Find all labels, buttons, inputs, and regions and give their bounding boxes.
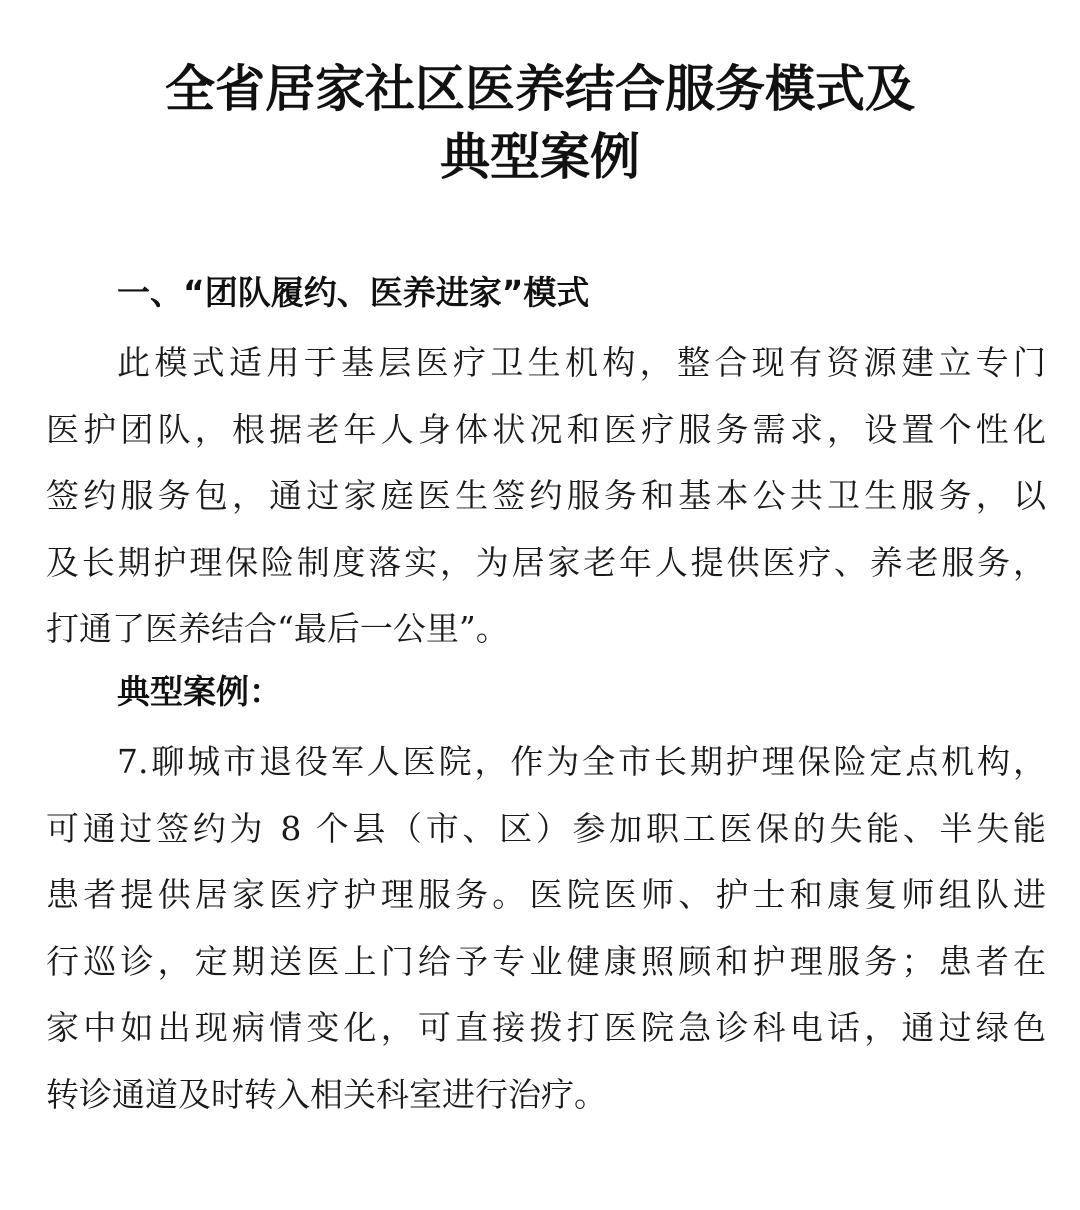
- section-heading: 一、“团队履约、医养进家”模式: [117, 273, 590, 312]
- paragraph-line: 行巡诊，定期送医上门给予专业健康照顾和护理服务；患者在: [46, 941, 1046, 981]
- paragraph-line: 患者提供居家医疗护理服务。医院医师、护士和康复师组队进: [46, 875, 1046, 914]
- paragraph-line: 可通过签约为 8 个县（市、区）参加职工医保的失能、半失能: [46, 808, 1046, 848]
- paragraph-line: 7.聊城市退役军人医院，作为全市长期护理保险定点机构，: [117, 742, 1046, 781]
- paragraph-line: 签约服务包，通过家庭医生签约服务和基本公共卫生服务，以: [46, 476, 1046, 515]
- paragraph-line: 及长期护理保险制度落实，为居家老年人提供医疗、养老服务，: [46, 542, 1046, 582]
- document-title-line-1: 全省居家社区医养结合服务模式及: [165, 59, 915, 118]
- case-paragraph: [46, 729, 1046, 1128]
- paragraph-line: 医护团队，根据老年人身体状况和医疗服务需求，设置个性化: [46, 409, 1046, 449]
- intro-paragraph: [46, 330, 1046, 663]
- paragraph-line: 家中如出现病情变化，可直接拨打医院急诊科电话，通过绿色: [46, 1008, 1046, 1047]
- paragraph-line: 此模式适用于基层医疗卫生机构，整合现有资源建立专门: [117, 343, 1046, 382]
- paragraph-line: 打通了医养结合“最后一公里”。: [46, 609, 509, 648]
- document-title-line-2: 典型案例: [440, 127, 640, 186]
- case-heading: 典型案例：: [117, 672, 282, 711]
- paragraph-line: 转诊通道及时转入相关科室进行治疗。: [46, 1074, 607, 1114]
